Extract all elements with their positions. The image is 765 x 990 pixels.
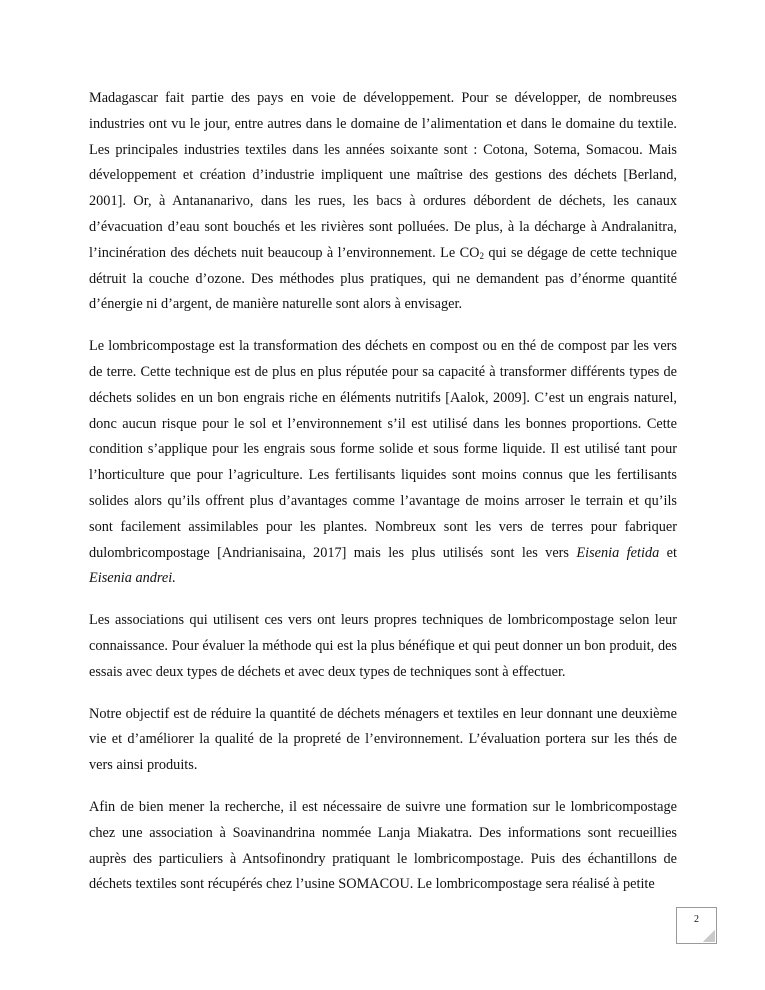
document-body	[89, 86, 677, 914]
body-paragraph	[89, 86, 677, 318]
paragraph-text: Le lombricompostage est la transformation des déchets en compost ou en thé de compost par les vers de terre. Cette technique est de plus en plus réputée pour sa capacité à transformer différents types de déchets solides en un bon engrais riche en éléments nutritifs [Aalok, 2009]. C’est un engrais naturel, donc aucun risque pour le sol et l’environnement s’il est utilisé dans les bonnes proportions. Cette condition s’applique pour les engrais sous forme solide et sous forme liquide. Il est utilisé tant pour l’horticulture que pour l’agriculture. Les fertilisants liquides sont moins connus que les fertilisants solides alors qu’ils offrent plus d’avantages comme l’avantage de moins arroser le terrain et qu’ils sont facilement assimilables pour les plantes. Nombreux sont les vers de terres pour fabriquer dulombricompostage [Andrianisaina, 2017] mais les plus utilisés sont les vers	[89, 338, 677, 561]
species-name: Eisenia fetida	[576, 544, 660, 561]
subscript-text: 2	[479, 250, 484, 261]
paragraph-text: qui se dégage de cette technique détruit la couche d’ozone. Des méthodes plus pratiques, qui ne demandent pas d’énorme quantité d’énergie ni d’argent, de manière naturelle sont alors à envisager.	[89, 244, 677, 313]
body-paragraph	[89, 608, 677, 685]
body-paragraph	[89, 795, 677, 898]
page-number-box	[676, 907, 717, 944]
paragraph-text: Madagascar fait partie des pays en voie de développement. Pour se développer, de nombreuses industries ont vu le jour, entre autres dans le domaine de l’alimentation et dans le domaine du textile. Les principales industries textiles dans les années soixante sont : Cotona, Sotema, Somacou. Mais développement et création d’industrie impliquent une maîtrise des gestions des déchets [Berland, 2001]. Or, à Antananarivo, dans les rues, les bacs à ordures débordent de déchets, les canaux d’évacuation d’eau sont bouchés et les rivières sont polluées. De plus, à la décharge à Andralanitra, l’incinération des déchets nuit beaucoup à l’environnement. Le CO	[89, 90, 677, 261]
page-curl-corner	[703, 930, 715, 942]
body-paragraph	[89, 702, 677, 779]
paragraph-text: et	[659, 544, 677, 561]
paragraph-text: Notre objectif est de réduire la quantité de déchets ménagers et textiles en leur donnant une deuxième vie et d’améliorer la qualité de la propreté de l’environnement. L’évaluation portera sur les thés de vers ainsi produits.	[89, 705, 677, 774]
paragraph-text: Les associations qui utilisent ces vers ont leurs propres techniques de lombricompostage selon leur connaissance. Pour évaluer la méthode qui est la plus bénéfique et qui peut donner un bon produit, des essais avec deux types de déchets et avec deux types de techniques sont à effectuer.	[89, 612, 677, 680]
page-number: 2	[694, 914, 699, 925]
paragraph-text: Afin de bien mener la recherche, il est nécessaire de suivre une formation sur le lombricompostage chez une association à Soavinandrina nommée Lanja Miakatra. Des informations sont recueillies auprès des particuliers à Antsofinondry pratiquant le lombricompostage. Puis des échantillons de déchets textiles sont récupérés chez l’usine SOMACOU. Le lombricompostage sera réalisé à petite	[89, 798, 677, 893]
species-name: Eisenia andrei.	[89, 570, 176, 587]
body-paragraph	[89, 334, 677, 592]
